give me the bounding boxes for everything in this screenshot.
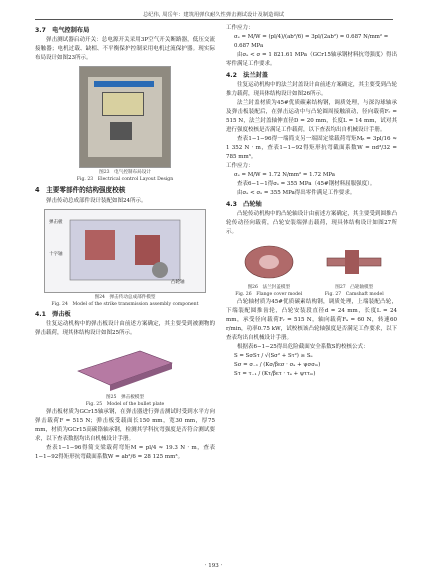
page-number: · 193 · — [204, 563, 223, 569]
figure-27-block — [315, 240, 393, 298]
section-4-1-text-2: 弹击板材质为GCr15轴承钢，在弹击器进行弹击测试时受到水平方向弹击载荷F = 515 N；弹击板受载面长150 mm，宽30 mm，厚75 mm，材质为GCr15高碳铬轴承钢，检测其学科抗弯强度是否符合测试要求，以下查表数据均出自机械设计手册。 — [35, 409, 215, 442]
equation-1-text: 由σₑ < σ = 1 821.61 MPa（GCr15轴承钢材料抗弯强度）得出零件满足工作要求。 — [226, 52, 397, 67]
figure-26-block — [230, 240, 308, 298]
figure-26-caption-en: Fig. 26 Flange cover model — [235, 292, 303, 297]
figure-24-label-plate: 弹击板 — [49, 220, 63, 225]
work-stress-label: 工作应力： — [226, 25, 254, 31]
figure-27-caption-cn: 图27 凸轮轴模型 — [335, 285, 374, 290]
figure-25-model — [70, 341, 180, 393]
figure-24-label-camshaft: 凸轮轴 — [171, 280, 185, 285]
section-3-7-title: 3.7 电气控制布局 — [35, 27, 90, 34]
figure-26-caption-cn: 图26 法兰封盖模型 — [247, 285, 291, 290]
right-column — [226, 24, 397, 379]
figure-26-model — [234, 240, 304, 284]
equation-3: S = SσSτ / √(Sσ² + Sτ²) ≥ Sₑ — [234, 353, 313, 359]
figure-25-caption-cn: 图25 弹击板模型 — [105, 395, 144, 400]
figure-25-caption-en: Fig. 25 Model of the bullet plate — [85, 402, 165, 407]
section-4-title: 4 主要零部件的结构强度校核 — [35, 186, 126, 194]
section-4-1-title: 4.1 弹击板 — [35, 311, 71, 318]
figure-24-caption-en: Fig. 24 Model of the strike transmission assembly component — [51, 302, 199, 307]
equation-2: σₑ = M/W = 1.72 N/mm² = 1.72 MPa — [234, 172, 335, 178]
equation-2-text-2: 由σₑ < σₛ = 355 MPa得出零件满足工作要求。 — [237, 190, 356, 196]
work-stress-label-2: 工作应力： — [226, 163, 254, 169]
running-header: 总纪伟, 周岳年：建筑用弹仪耐久性弹击测试设计及制造调试 — [142, 12, 285, 18]
header-rule — [35, 19, 393, 20]
figure-26-27-row — [226, 240, 397, 298]
section-4-2-title: 4.2 法兰封盖 — [226, 72, 268, 79]
equation-5: Sτ = τ₋₁ / (Kτ/βετ · τₐ + ψττₘ) — [234, 371, 316, 377]
figure-23-caption-cn: 图23 电气控制布局设计 — [99, 170, 151, 175]
figure-27-caption-en: Fig. 27 Camshaft model — [324, 292, 384, 297]
section-4-3-text: 凸轮传动机构中的凸轮轴设计由前述方案确定，其主要受到圆推凸轮传动径向载荷，凸轮安装端弹击载荷，现具体结构设计如图27所示。 — [226, 211, 397, 235]
section-4-1-text: 往复运动机构中的弹击板设计由前述方案确定，其主要受到被测物的弹击载荷，现其体结构设计如图25所示。 — [35, 321, 215, 336]
figure-27-model — [319, 240, 389, 284]
equation-2-text: 查表6−1−1得σₛ = 355 MPa（45#钢材料屈服强度）。 — [237, 181, 376, 187]
figure-23-photo — [79, 66, 171, 168]
left-column — [35, 24, 215, 462]
section-4-3-text-3: 根据表6−1−25得出危险截面安全系数S的校核公式： — [237, 344, 369, 350]
section-4-text: 弹击传动总成部件设计装配如图24所示。 — [46, 198, 147, 204]
equation-1: σₑ = M/W = (pl/4)/(ab²/6) = 3pl/(2ab²) = 0.687 N/mm² = 0.687 MPa — [234, 34, 389, 49]
figure-23-caption-en: Fig. 23 Electrical control Layout Design — [76, 177, 174, 182]
figure-24-caption-cn: 图24 弹击传动总成部件模型 — [94, 295, 156, 300]
section-3-7-text: 弹击测试器启动开关：总电源开关采用3P空气开关断路器，低压交流接触器；电机过载、缺相、不平衡保护控制采用电机过流保护器。现实际布局设计如图23所示。 — [35, 37, 215, 61]
figure-24-model — [44, 209, 206, 293]
section-4-3-title: 4.3 凸轮轴 — [226, 201, 262, 208]
section-4-1-text-3: 查表1−1−96得简支梁载荷弯矩M = pl/4 ≈ 19.3 N · m，查表1−1−92得矩形抗弯截面系数W = ab²/6 = 28 125 mm³。 — [35, 445, 215, 460]
equation-4: Sσ = σ₋₁ / (Kσ/βεσ · σₐ + ψσσₘ) — [234, 362, 321, 368]
section-4-2-text-2: 法兰封盖材质为45#优质碳素结构钢，调质处理，与深沟球轴承及弹击板装配后，在弹击运动中与凸轮圆周接触滚动，径向载荷Fᵣ = 515 N，法兰封盖轴伸直径D = 20 mm，长度L = 14 mm，试对其进行强度校核是否满足工作载荷，以下查表均出自机械设计手册。 — [226, 100, 397, 133]
section-4-2-text: 往复运动机构中的法兰封盖设计由前述方案确定，其主要受到凸轮推力载荷，现具体结构设计如图26所示。 — [226, 82, 397, 97]
section-4-2-text-3: 查表1−1−96得一端简支另一端固定梁载荷弯矩Mᵦ = 3pl/16 ≈ 1 352 N · m，查表1−1−92得矩形抗弯截面系数W = πd³/32 = 785 mm³。 — [226, 136, 397, 160]
section-4-3-text-2: 凸轮轴材质为45#优质碳素结构钢，调质处理，上端装配凸轮，下端装配圆推齿轮，凸轮安装段直径d = 24 mm，长度L = 24 mm，承受径向载荷Fᵣ = 515 N，轴向载荷Fₐ = 60 N，转速60 r/min，功率0.75 kW，试校核该凸轮轴强度是否满足工作要求，以下查表均出自机械设计手册。 — [226, 299, 397, 341]
figure-24-label-shaft: 十字轴 — [49, 252, 63, 257]
